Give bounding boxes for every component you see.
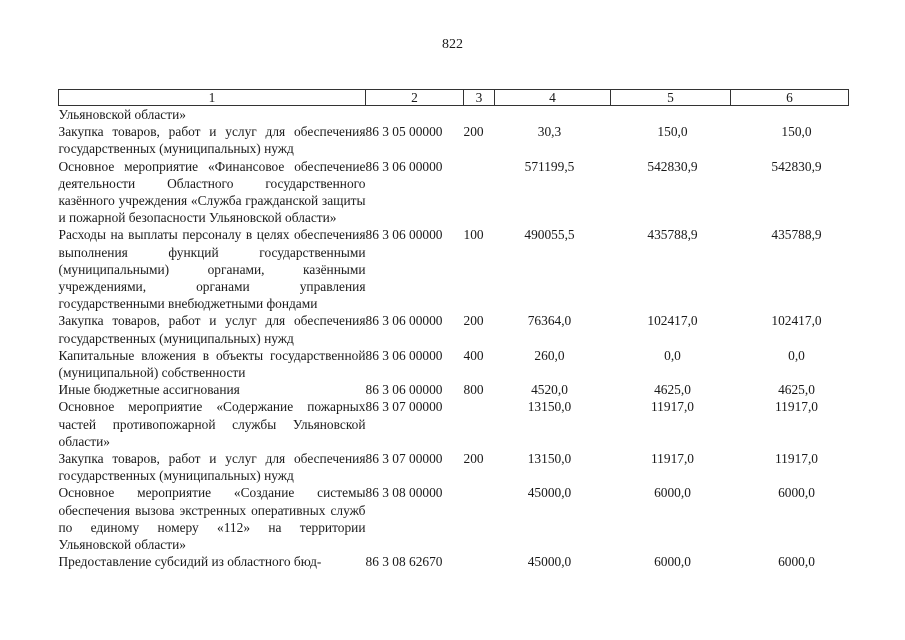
row-name: Предоставление субсидий из областного бюд- bbox=[58, 554, 322, 570]
row-expense-type bbox=[464, 106, 495, 124]
row-target-code: 86 3 08 62670 bbox=[365, 554, 443, 570]
table-row bbox=[59, 226, 849, 312]
row-expense-type: 200 bbox=[463, 124, 484, 140]
column-header-2: 2 bbox=[366, 90, 464, 106]
row-amount-col6: 6000,0 bbox=[778, 554, 815, 570]
row-amount-col6: 4625,0 bbox=[778, 382, 815, 398]
row-amount-col5: 11917,0 bbox=[650, 399, 695, 415]
header-row bbox=[59, 90, 849, 106]
row-amount-col4: 571199,5 bbox=[524, 158, 575, 174]
row-target-code: 86 3 05 00000 bbox=[365, 124, 443, 140]
row-amount-col5 bbox=[611, 106, 731, 124]
row-expense-type bbox=[464, 484, 495, 553]
row-target-code: 86 3 06 00000 bbox=[365, 382, 443, 398]
column-header-5: 5 bbox=[611, 90, 731, 106]
row-name: Закупка товаров, работ и услуг для обеспечения государственных (муниципальных) нужд bbox=[58, 313, 366, 346]
row-name: Закупка товаров, работ и услуг для обеспечения государственных (муниципальных) нужд bbox=[58, 451, 366, 484]
table-row bbox=[59, 123, 849, 157]
row-name: Расходы на выплаты персоналу в целях обеспечения выполнения функций государственными (муниципальными) органами, казёнными учреждениями, органами управления государственными внебюджетными фондами bbox=[58, 227, 366, 312]
row-amount-col4: 76364,0 bbox=[527, 313, 572, 329]
row-target-code: 86 3 08 00000 bbox=[365, 485, 443, 501]
row-expense-type: 200 bbox=[463, 313, 484, 329]
row-expense-type bbox=[464, 398, 495, 450]
row-name: Основное мероприятие «Финансовое обеспечение деятельности Областного государственного казённого учреждения «Служба гражданской защиты и пожарной безопасности Ульяновской области» bbox=[58, 158, 366, 226]
row-expense-type bbox=[464, 553, 495, 570]
row-name: Иные бюджетные ассигнования bbox=[58, 382, 240, 398]
row-amount-col4: 45000,0 bbox=[527, 554, 572, 570]
row-name: Основное мероприятие «Создание системы обеспечения вызова экстренных оперативных служб по единому номеру «112» на территории Ульяновской области» bbox=[58, 485, 366, 553]
row-expense-type: 100 bbox=[463, 227, 484, 243]
row-amount-col5: 0,0 bbox=[664, 347, 681, 363]
row-name: Закупка товаров, работ и услуг для обеспечения государственных (муниципальных) нужд bbox=[58, 124, 366, 157]
table-row bbox=[59, 553, 849, 570]
row-amount-col6: 435788,9 bbox=[771, 227, 822, 243]
row-amount-col6: 150,0 bbox=[781, 124, 812, 140]
row-expense-type bbox=[464, 158, 495, 227]
row-target-code: 86 3 07 00000 bbox=[365, 451, 443, 467]
row-name: Основное мероприятие «Содержание пожарных частей противопожарной службы Ульяновской области» bbox=[58, 399, 366, 449]
table-row bbox=[59, 158, 849, 227]
row-amount-col6: 0,0 bbox=[788, 347, 805, 363]
budget-table bbox=[58, 89, 849, 570]
row-amount-col4: 45000,0 bbox=[527, 485, 572, 501]
table-header bbox=[59, 90, 849, 106]
row-target-code: 86 3 06 00000 bbox=[365, 347, 443, 363]
row-amount-col5: 4625,0 bbox=[654, 382, 691, 398]
table-row bbox=[59, 450, 849, 484]
row-expense-type: 400 bbox=[463, 347, 484, 363]
column-header-6: 6 bbox=[731, 90, 849, 106]
row-amount-col5: 6000,0 bbox=[654, 554, 691, 570]
row-amount-col5: 542830,9 bbox=[647, 158, 698, 174]
row-amount-col4: 13150,0 bbox=[527, 451, 572, 467]
row-name: Ульяновской области» bbox=[58, 107, 186, 122]
row-name: Капитальные вложения в объекты государственной (муниципальной) собственности bbox=[58, 347, 366, 381]
column-header-1: 1 bbox=[59, 90, 366, 106]
column-header-4: 4 bbox=[495, 90, 611, 106]
row-amount-col6: 542830,9 bbox=[771, 158, 822, 174]
row-amount-col6: 11917,0 bbox=[774, 451, 819, 467]
row-target-code: 86 3 06 00000 bbox=[365, 227, 443, 243]
row-amount-col5: 435788,9 bbox=[647, 227, 698, 243]
row-amount-col6: 102417,0 bbox=[771, 313, 822, 329]
table-row bbox=[59, 381, 849, 398]
row-amount-col4: 490055,5 bbox=[524, 227, 575, 243]
row-amount-col6 bbox=[731, 106, 849, 124]
row-amount-col5: 150,0 bbox=[657, 124, 688, 140]
row-amount-col6: 11917,0 bbox=[774, 399, 819, 415]
row-amount-col4: 260,0 bbox=[534, 347, 565, 363]
row-expense-type: 800 bbox=[463, 382, 484, 398]
table-row bbox=[59, 312, 849, 346]
row-target-code: 86 3 06 00000 bbox=[365, 313, 443, 329]
row-target-code: 86 3 06 00000 bbox=[365, 158, 443, 174]
page-number: 822 bbox=[442, 37, 463, 52]
table-body bbox=[59, 106, 849, 571]
table-row bbox=[59, 398, 849, 450]
row-amount-col4 bbox=[495, 106, 611, 124]
row-amount-col5: 6000,0 bbox=[654, 485, 691, 501]
row-amount-col4: 13150,0 bbox=[527, 399, 572, 415]
column-header-3: 3 bbox=[464, 90, 495, 106]
table-row bbox=[59, 106, 849, 124]
row-target-code bbox=[366, 106, 464, 124]
row-amount-col4: 30,3 bbox=[537, 124, 562, 140]
row-amount-col5: 11917,0 bbox=[650, 451, 695, 467]
table-row bbox=[59, 484, 849, 553]
table-row bbox=[59, 347, 849, 381]
row-target-code: 86 3 07 00000 bbox=[365, 399, 443, 415]
row-amount-col6: 6000,0 bbox=[778, 485, 815, 501]
row-amount-col5: 102417,0 bbox=[647, 313, 698, 329]
row-expense-type: 200 bbox=[463, 451, 484, 467]
row-amount-col4: 4520,0 bbox=[531, 382, 568, 398]
